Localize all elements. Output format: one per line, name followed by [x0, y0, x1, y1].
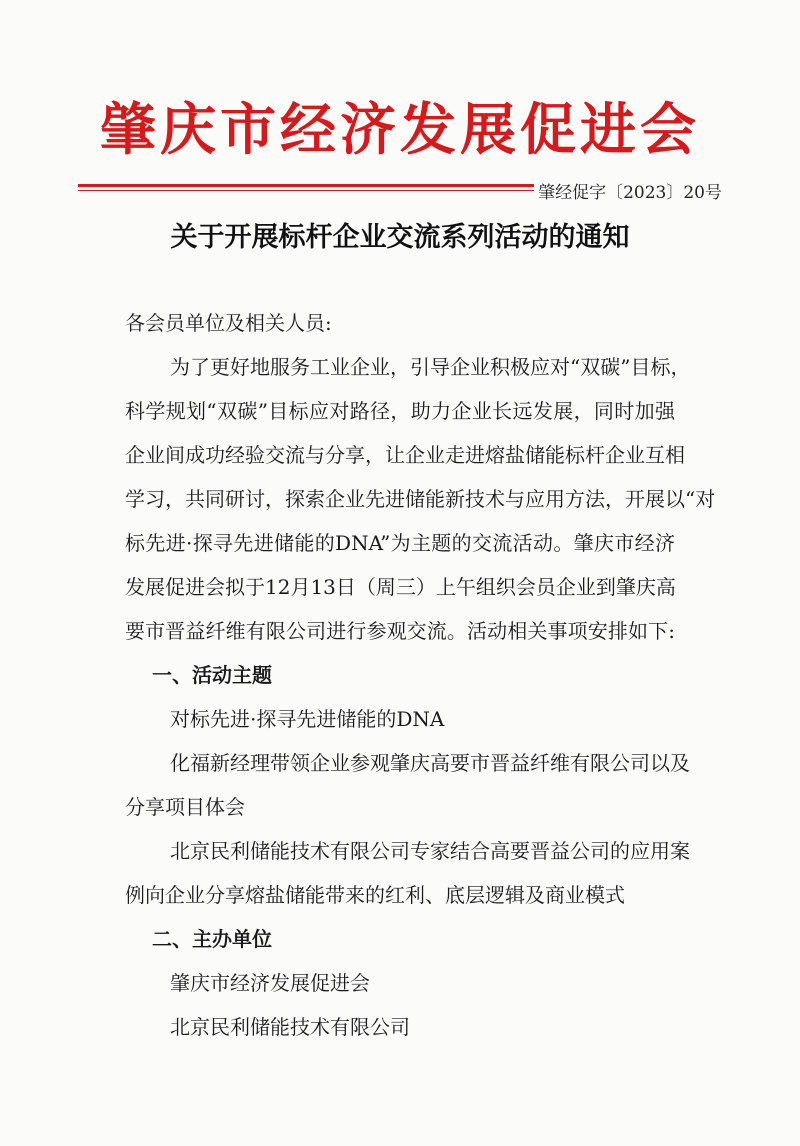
organizer-item: 肇庆市经济发展促进会	[170, 971, 370, 995]
notice-title: 关于开展标杆企业交流系列活动的通知	[170, 222, 630, 253]
activity-theme: 对标先进·探寻先进储能的DNA	[170, 707, 445, 731]
theme-item-line: 分享项目体会	[125, 795, 245, 819]
document-number: 肇经促字〔2023〕20号	[534, 181, 722, 205]
intro-line: 标先进·探寻先进储能的DNA”为主题的交流活动。肇庆市经济	[125, 531, 675, 555]
section-heading-theme: 一、活动主题	[152, 663, 272, 687]
theme-item-line: 化福新经理带领企业参观肇庆高要市晋益纤维有限公司以及	[170, 751, 690, 775]
letterhead-organization-name: 肇庆市经济发展促进会	[100, 97, 700, 163]
section-heading-organizers: 二、主办单位	[152, 927, 272, 951]
intro-line: 为了更好地服务工业企业，引导企业积极应对“双碳”目标，	[170, 355, 691, 379]
organizer-item: 北京民利储能技术有限公司	[170, 1015, 410, 1039]
theme-item-line: 北京民利储能技术有限公司专家结合高要晋益公司的应用案	[170, 839, 690, 863]
intro-line: 企业间成功经验交流与分享，让企业走进熔盐储能标杆企业互相	[125, 443, 685, 467]
salutation: 各会员单位及相关人员:	[125, 311, 332, 335]
intro-line: 发展促进会拟于12月13日（周三）上午组织会员企业到肇庆高	[125, 575, 676, 599]
intro-line: 要市晋益纤维有限公司进行参观交流。活动相关事项安排如下:	[125, 619, 675, 643]
intro-line: 学习，共同研讨，探索企业先进储能新技术与应用方法，开展以“对	[125, 487, 716, 511]
theme-item-line: 例向企业分享熔盐储能带来的红利、底层逻辑及商业模式	[125, 883, 625, 907]
intro-line: 科学规划“双碳”目标应对路径，助力企业长远发展，同时加强	[125, 399, 675, 423]
